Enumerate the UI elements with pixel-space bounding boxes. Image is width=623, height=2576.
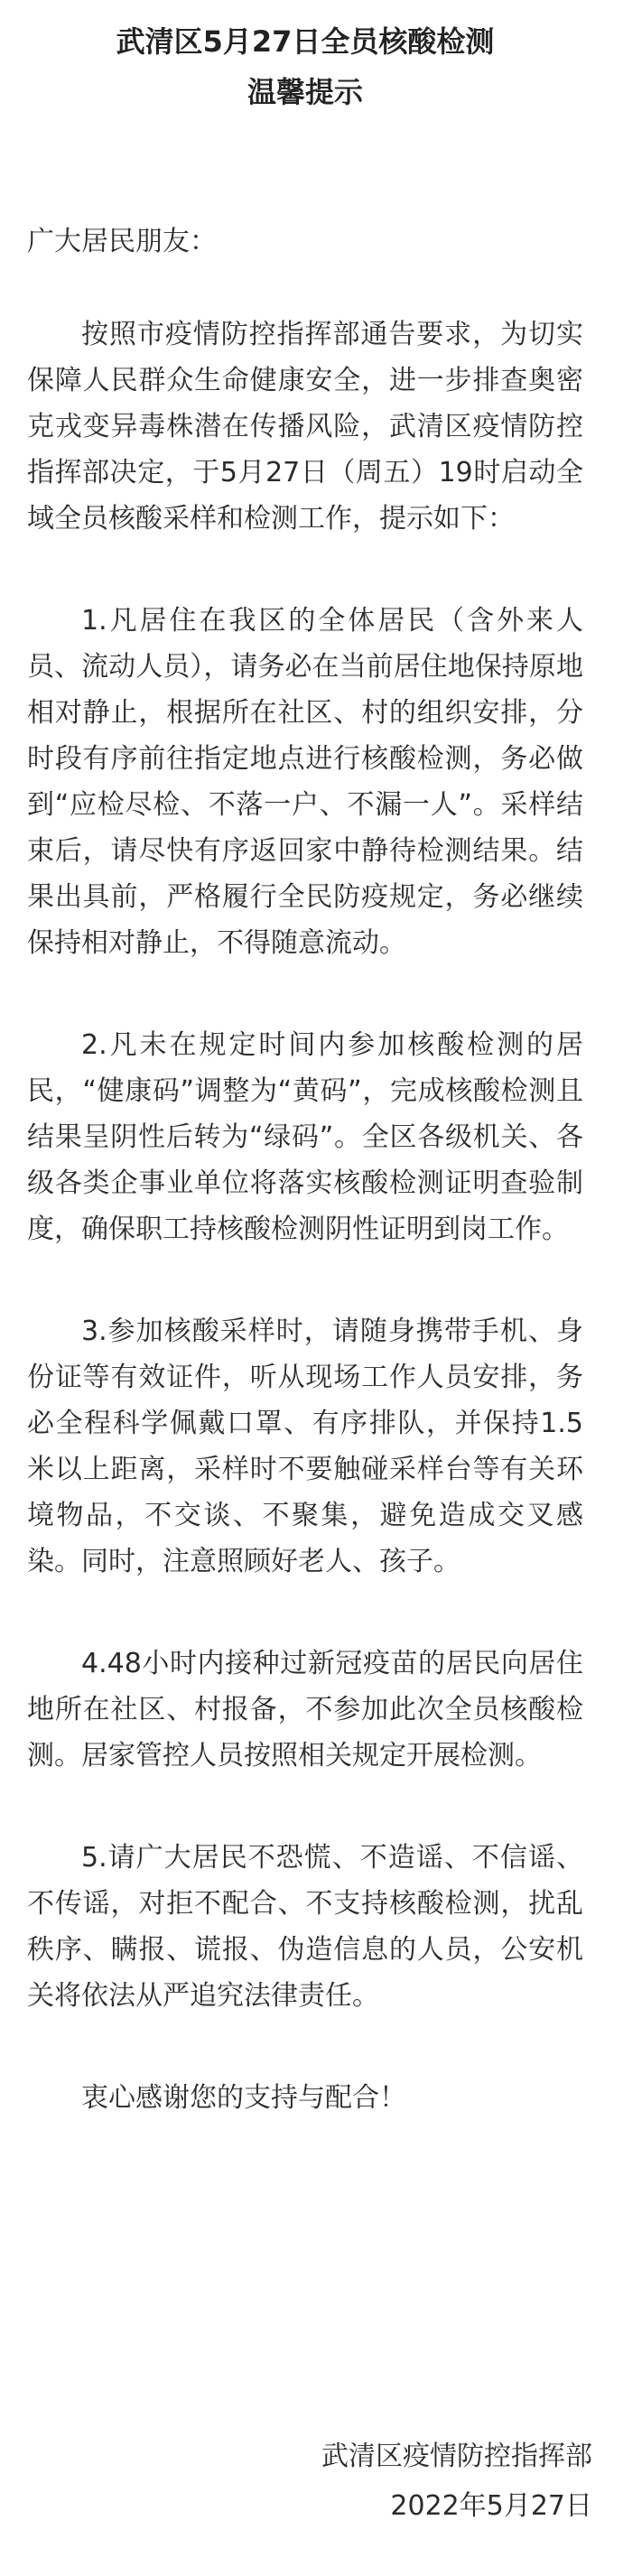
item-5: 5.请广大居民不恐慌、不造谣、不信谣、不传谣，对拒不配合、不支持核酸检测，扰乱秩序、瞒报、谎报、伪造信息的人员，公安机关将依法从严追究法律责任。 [27,1842,583,2012]
signature-org: 武清区疫情防控指挥部 [321,2441,592,2472]
item-3: 3.参加核酸采样时，请随身携带手机、身份证等有效证件，听从现场工作人员安排，务必全程科学佩戴口罩、有序排队，并保持1.5米以上距离，采样时不要触碰采样台等有关环境物品，不交谈、不聚集，避免造成交叉感染。同时，注意照顾好老人、孩子。 [27,1316,583,1577]
signature-date: 2022年5月27日 [390,2490,592,2522]
item-4: 4.48小时内接种过新冠疫苗的居民向居住地所在社区、村报备，不参加此次全员核酸检测。居家管控人员按照相关规定开展检测。 [27,1648,583,1772]
item-1: 1.凡居住在我区的全体居民（含外来人员、流动人员），请务必在当前居住地保持原地相对静止，根据所在社区、村的组织安排，分时段有序前往指定地点进行核酸检测，务必做到“应检尽检、不落一户、不漏一人”。采样结束后，请尽快有序返回家中静待检测结果。结果出具前，严格履行全民防疫规定，务必继续保持相对静止，不得随意流动。 [27,605,583,959]
salutation: 广大居民朋友： [27,226,217,257]
closing-line: 衷心感谢您的支持与配合！ [81,2082,406,2114]
item-2: 2.凡未在规定时间内参加核酸检测的居民，“健康码”调整为“黄码”，完成核酸检测且结果呈阴性后转为“绿码”。全区各级机关、各级各类企事业单位将落实核酸检测证明查验制度，确保职工持核酸检测阴性证明到岗工作。 [27,1029,583,1245]
title-line-2: 温馨提示 [246,75,363,109]
intro-paragraph: 按照市疫情防控指挥部通告要求，为切实保障人民群众生命健康安全，进一步排查奥密克戎变异毒株潜在传播风险，武清区疫情防控指挥部决定，于5月27日（周五）19时启动全域全员核酸采样和检测工作，提示如下： [27,319,583,535]
title-line-1: 武清区5月27日全员核酸检测 [116,24,495,59]
notice-title [27,0,583,117]
